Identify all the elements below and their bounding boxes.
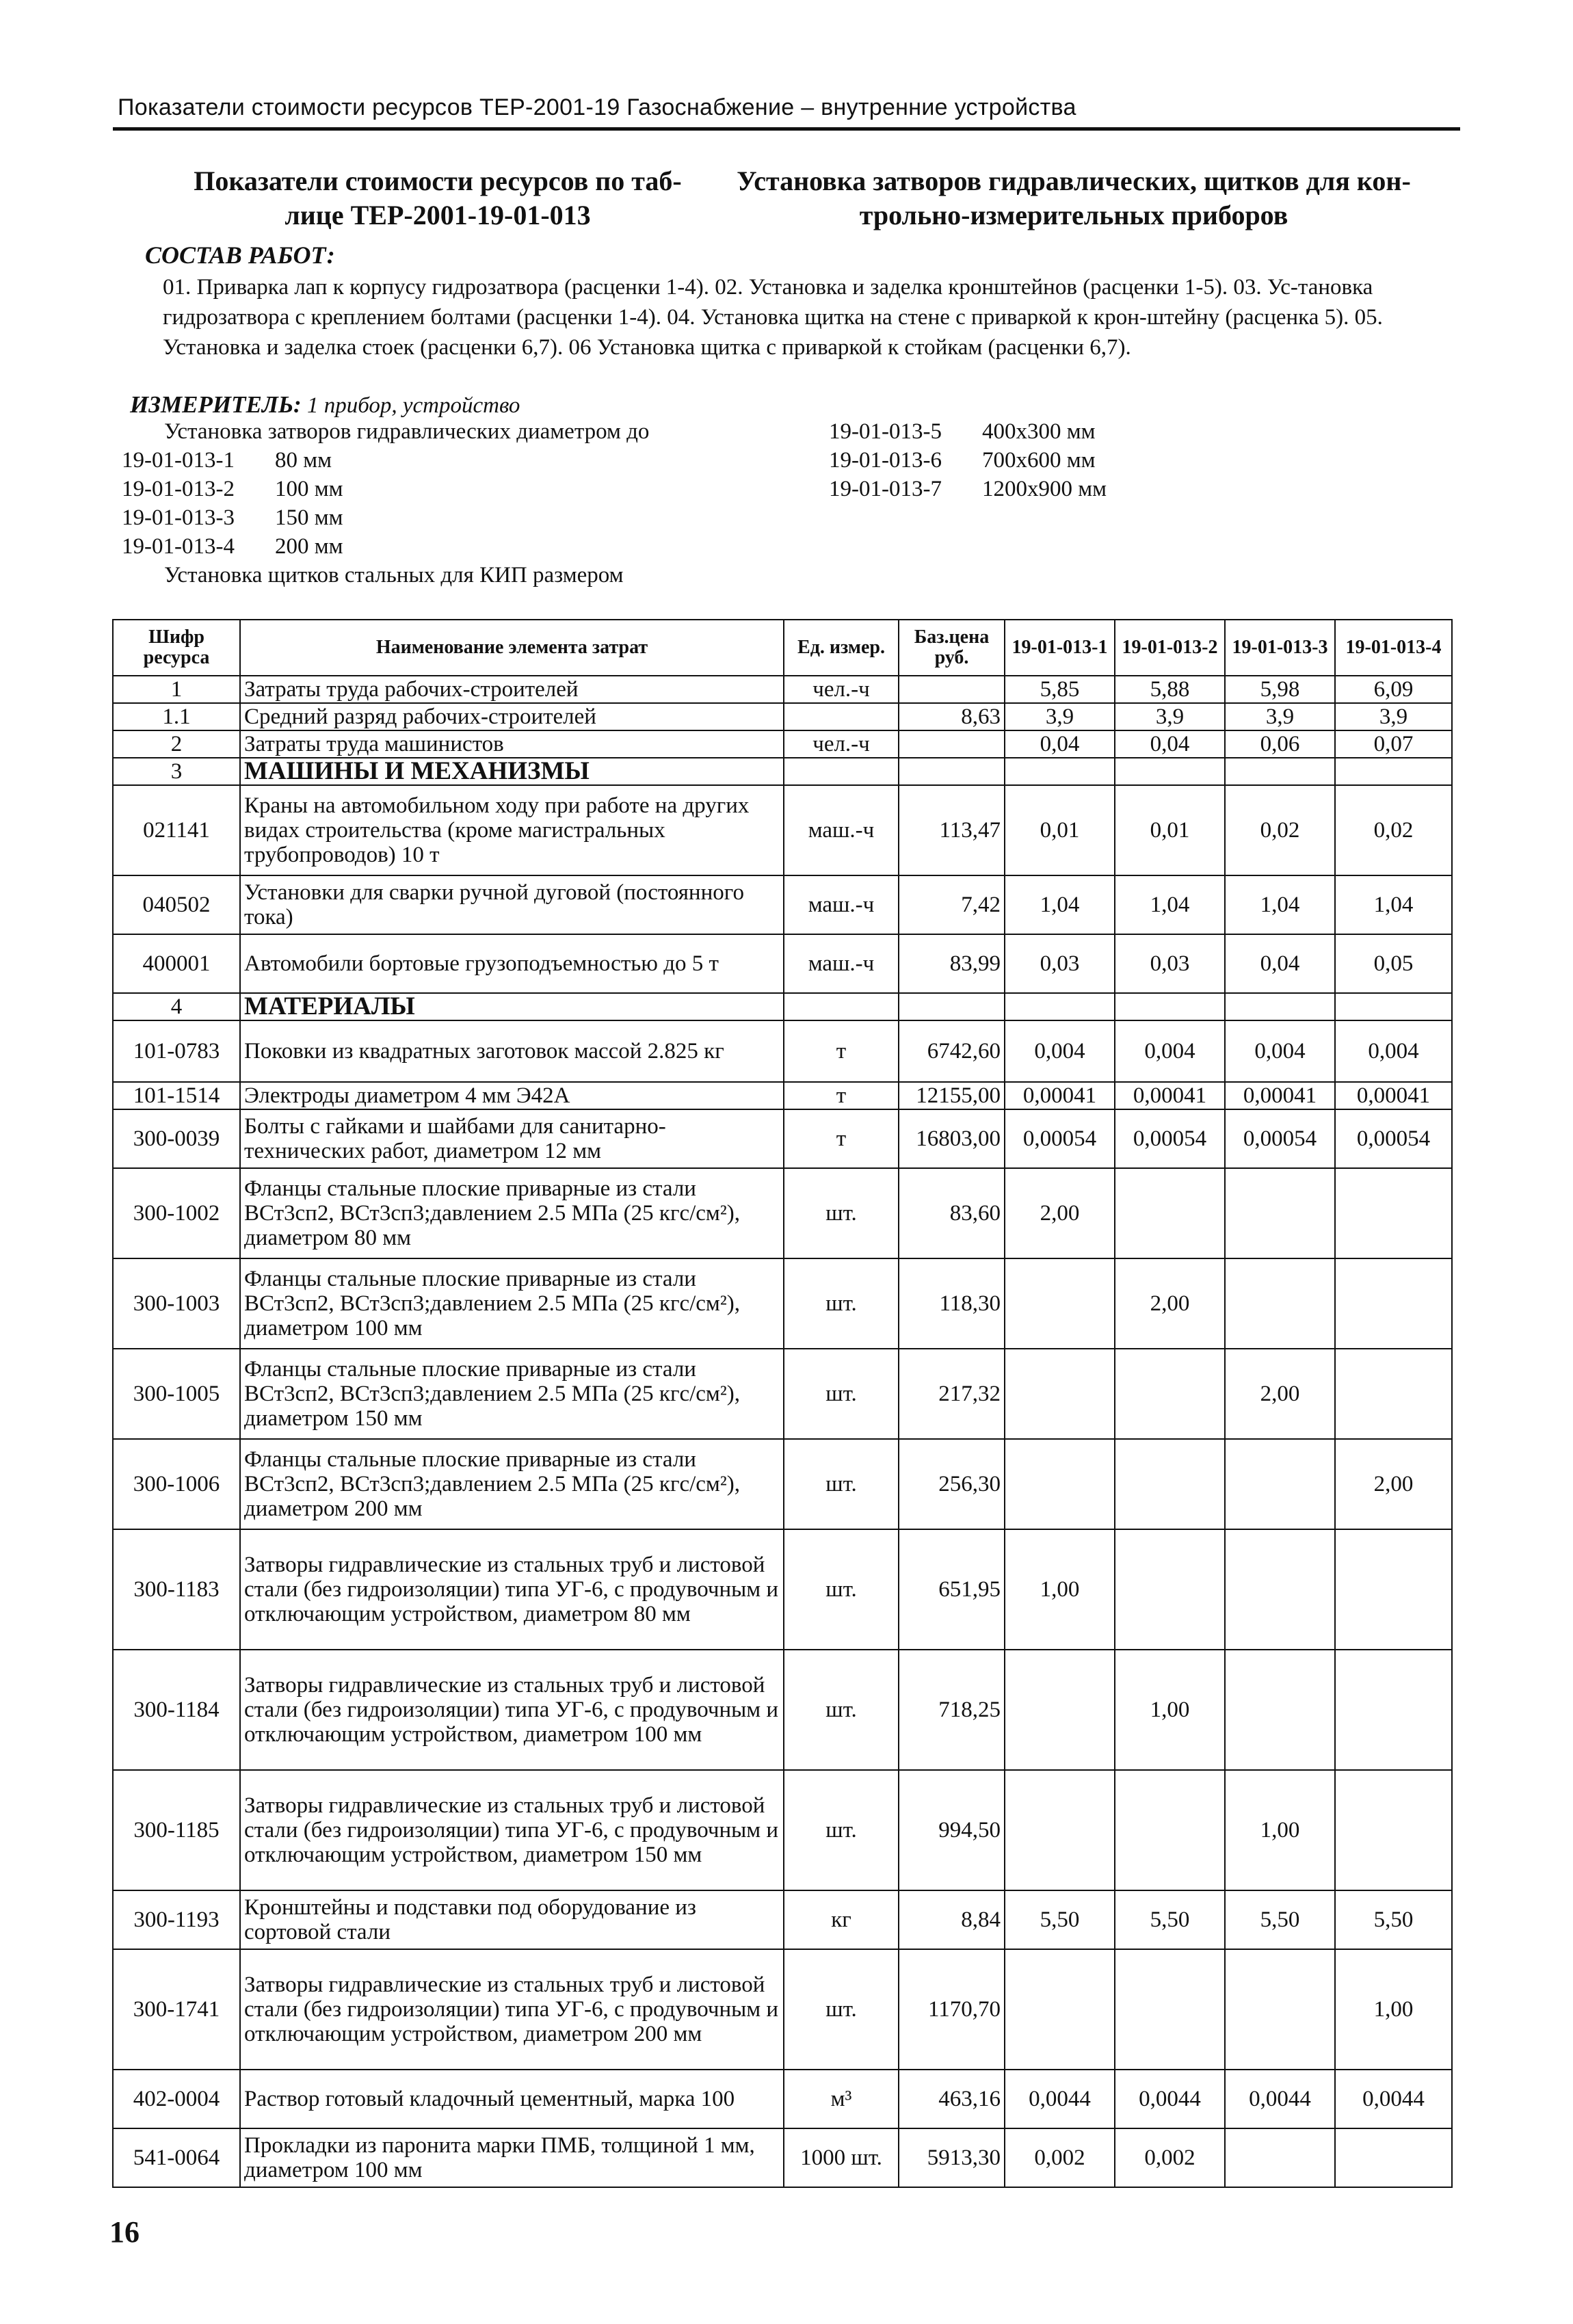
cell-price: 8,63 <box>899 703 1005 730</box>
title-left-line1: Показатели стоимости ресурсов по таб- <box>194 166 682 196</box>
cell-col2: 3,9 <box>1115 703 1225 730</box>
page-number: 16 <box>109 2215 140 2249</box>
cell-name: Фланцы стальные плоские приварные из стали ВСт3сп2, ВСт3сп3;давлением 2.5 МПа (25 кгс/см²), диаметром 100 мм <box>240 1258 784 1349</box>
cell-col4 <box>1335 1529 1452 1650</box>
cell-unit: шт. <box>784 1439 899 1529</box>
cell-code: 1 <box>113 676 240 703</box>
cell-col4: 0,02 <box>1335 785 1452 875</box>
cell-col3 <box>1225 1439 1335 1529</box>
cell-col4: 6,09 <box>1335 676 1452 703</box>
table-row <box>113 676 1452 703</box>
cell-col3: 3,9 <box>1225 703 1335 730</box>
cell-name: Затворы гидравлические из стальных труб и листовой стали (без гидроизоляции) типа УГ-6, с продувочным и отключающим устройством, диаметром 150 мм <box>240 1770 784 1890</box>
cell-col3: 0,02 <box>1225 785 1335 875</box>
title-right-line1: Установка затворов гидравлических, щитков для кон- <box>737 166 1411 196</box>
cell-code: 021141 <box>113 785 240 875</box>
code-line <box>829 475 1107 503</box>
cell-col2 <box>1115 1529 1225 1650</box>
section-row <box>113 758 1452 785</box>
cell-name: Средний разряд рабочих-строителей <box>240 703 784 730</box>
cell-price: 651,95 <box>899 1529 1005 1650</box>
cell-col2: 5,88 <box>1115 676 1225 703</box>
cell-unit: 1000 шт. <box>784 2128 899 2187</box>
table-header-row <box>113 620 1452 676</box>
cell-code: 4 <box>113 993 240 1020</box>
cell-price: 5913,30 <box>899 2128 1005 2187</box>
meter-value: 1 прибор, устройство <box>306 393 520 418</box>
cell-code: 541-0064 <box>113 2128 240 2187</box>
cell-col4: 5,50 <box>1335 1890 1452 1949</box>
cell-unit: м³ <box>784 2070 899 2128</box>
cell-name: Установки для сварки ручной дуговой (постоянного тока) <box>240 875 784 934</box>
table-row <box>113 785 1452 875</box>
cell-col2: 1,04 <box>1115 875 1225 934</box>
code-id: 19-01-013-4 <box>122 534 235 559</box>
cell-price: 1170,70 <box>899 1949 1005 2070</box>
cell-col1: 3,9 <box>1005 703 1115 730</box>
cell-col2: 0,002 <box>1115 2128 1225 2187</box>
header-name: Наименование элемента затрат <box>240 620 784 676</box>
cell-col3: 0,06 <box>1225 730 1335 758</box>
cell-col2: 0,01 <box>1115 785 1225 875</box>
cell-unit: т <box>784 1020 899 1082</box>
code-desc: 100 мм <box>275 477 343 501</box>
cell-unit: чел.-ч <box>784 676 899 703</box>
cell-code: 300-1741 <box>113 1949 240 2070</box>
cell-name: Фланцы стальные плоские приварные из стали ВСт3сп2, ВСт3сп3;давлением 2.5 МПа (25 кгс/см²), диаметром 200 мм <box>240 1439 784 1529</box>
cell-price: 83,60 <box>899 1168 1005 1258</box>
cell-col4: 3,9 <box>1335 703 1452 730</box>
table-row <box>113 1109 1452 1168</box>
cell-empty <box>1115 758 1225 785</box>
code-desc: 80 мм <box>275 448 332 473</box>
cell-price: 118,30 <box>899 1258 1005 1349</box>
cell-col4: 0,05 <box>1335 934 1452 993</box>
code-desc: 150 мм <box>275 505 343 530</box>
title-left <box>130 164 745 233</box>
cell-name: Болты с гайками и шайбами для санитарно-технических работ, диаметром 12 мм <box>240 1109 784 1168</box>
cell-col4: 1,00 <box>1335 1949 1452 2070</box>
codes-left <box>122 417 649 590</box>
cell-col4: 0,07 <box>1335 730 1452 758</box>
cell-col2: 0,00054 <box>1115 1109 1225 1168</box>
title-left-line2: лице ТЕР-2001-19-01-013 <box>285 200 591 230</box>
cell-col4: 2,00 <box>1335 1439 1452 1529</box>
cell-code: 300-1183 <box>113 1529 240 1650</box>
header-col1: 19-01-013-1 <box>1005 620 1115 676</box>
codes-right <box>829 417 1107 503</box>
cell-col3: 0,0044 <box>1225 2070 1335 2128</box>
cell-price: 994,50 <box>899 1770 1005 1890</box>
cell-col1: 0,01 <box>1005 785 1115 875</box>
cell-name: Кронштейны и подставки под оборудование из сортовой стали <box>240 1890 784 1949</box>
cell-col3 <box>1225 2128 1335 2187</box>
cell-name: Поковки из квадратных заготовок массой 2.825 кг <box>240 1020 784 1082</box>
cell-col3 <box>1225 1650 1335 1770</box>
cell-col3 <box>1225 1258 1335 1349</box>
cell-col2 <box>1115 1770 1225 1890</box>
cell-col4: 0,00054 <box>1335 1109 1452 1168</box>
cell-empty <box>1225 993 1335 1020</box>
cell-col1 <box>1005 1258 1115 1349</box>
cell-code: 300-1006 <box>113 1439 240 1529</box>
cell-price: 256,30 <box>899 1439 1005 1529</box>
cell-col1 <box>1005 1439 1115 1529</box>
running-header: Показатели стоимости ресурсов ТЕР-2001-19 Газоснабжение – внутренние устройства <box>118 94 1076 120</box>
section-row <box>113 993 1452 1020</box>
cell-col4: 0,00041 <box>1335 1082 1452 1109</box>
code-id: 19-01-013-7 <box>829 477 942 501</box>
cell-price <box>899 676 1005 703</box>
cell-unit: маш.-ч <box>784 785 899 875</box>
cell-code: 101-1514 <box>113 1082 240 1109</box>
table-row <box>113 1082 1452 1109</box>
table-row <box>113 703 1452 730</box>
cell-col2: 0,00041 <box>1115 1082 1225 1109</box>
cell-col2: 2,00 <box>1115 1258 1225 1349</box>
cell-code: 400001 <box>113 934 240 993</box>
table-row <box>113 1168 1452 1258</box>
table-row <box>113 1020 1452 1082</box>
cell-empty <box>899 758 1005 785</box>
cell-unit: чел.-ч <box>784 730 899 758</box>
cell-col2: 5,50 <box>1115 1890 1225 1949</box>
cell-unit: шт. <box>784 1949 899 2070</box>
cell-code: 101-0783 <box>113 1020 240 1082</box>
cell-name: МАТЕРИАЛЫ <box>240 993 784 1020</box>
cell-empty <box>784 993 899 1020</box>
cell-col3 <box>1225 1529 1335 1650</box>
resource-table <box>112 619 1453 2188</box>
header-col3: 19-01-013-3 <box>1225 620 1335 676</box>
table-row <box>113 1439 1452 1529</box>
cell-empty <box>1335 758 1452 785</box>
code-line <box>122 446 649 475</box>
cell-col1: 5,50 <box>1005 1890 1115 1949</box>
cell-col3: 1,00 <box>1225 1770 1335 1890</box>
cell-code: 300-1005 <box>113 1349 240 1439</box>
table-row <box>113 934 1452 993</box>
cell-col4 <box>1335 1168 1452 1258</box>
cell-empty <box>1005 758 1115 785</box>
code-line <box>122 503 649 532</box>
cell-col2: 0,004 <box>1115 1020 1225 1082</box>
cell-name: МАШИНЫ И МЕХАНИЗМЫ <box>240 758 784 785</box>
cell-col4 <box>1335 1258 1452 1349</box>
header-col2: 19-01-013-2 <box>1115 620 1225 676</box>
cell-unit: т <box>784 1109 899 1168</box>
table-row <box>113 1258 1452 1349</box>
cell-unit: кг <box>784 1890 899 1949</box>
cell-unit: т <box>784 1082 899 1109</box>
cell-empty <box>1335 993 1452 1020</box>
code-desc: 700х600 мм <box>982 448 1096 473</box>
cell-col2: 0,03 <box>1115 934 1225 993</box>
cell-col1: 2,00 <box>1005 1168 1115 1258</box>
cell-col1 <box>1005 1770 1115 1890</box>
code-id: 19-01-013-5 <box>829 419 942 444</box>
cell-col1: 0,004 <box>1005 1020 1115 1082</box>
code-id: 19-01-013-6 <box>829 448 942 473</box>
header-col4: 19-01-013-4 <box>1335 620 1452 676</box>
cell-col1 <box>1005 1349 1115 1439</box>
cell-col3 <box>1225 1949 1335 2070</box>
cell-col1: 0,03 <box>1005 934 1115 993</box>
cell-code: 2 <box>113 730 240 758</box>
code-line <box>122 532 649 561</box>
cell-col2 <box>1115 1168 1225 1258</box>
code-line <box>829 417 1107 446</box>
cell-unit: шт. <box>784 1168 899 1258</box>
meter <box>130 391 520 419</box>
cell-price: 83,99 <box>899 934 1005 993</box>
cell-col3: 2,00 <box>1225 1349 1335 1439</box>
cell-name: Прокладки из паронита марки ПМБ, толщиной 1 мм, диаметром 100 мм <box>240 2128 784 2187</box>
code-desc: 200 мм <box>275 534 343 559</box>
cell-code: 300-1003 <box>113 1258 240 1349</box>
works-heading: СОСТАВ РАБОТ: <box>145 241 335 269</box>
cell-col3 <box>1225 1168 1335 1258</box>
header-price: Баз.цена руб. <box>899 620 1005 676</box>
title-right-line2: трольно-измерительных приборов <box>859 200 1288 230</box>
cell-col2: 1,00 <box>1115 1650 1225 1770</box>
cell-name: Раствор готовый кладочный цементный, марка 100 <box>240 2070 784 2128</box>
cell-code: 1.1 <box>113 703 240 730</box>
cell-price: 16803,00 <box>899 1109 1005 1168</box>
cell-unit: шт. <box>784 1529 899 1650</box>
cell-price: 6742,60 <box>899 1020 1005 1082</box>
code-line <box>829 446 1107 475</box>
cell-col1 <box>1005 1650 1115 1770</box>
code-id: 19-01-013-3 <box>122 505 235 530</box>
cell-code: 300-1184 <box>113 1650 240 1770</box>
cell-col2: 0,04 <box>1115 730 1225 758</box>
table-row <box>113 2128 1452 2187</box>
cell-col2 <box>1115 1949 1225 2070</box>
cell-name: Затраты труда рабочих-строителей <box>240 676 784 703</box>
table-row <box>113 1349 1452 1439</box>
cell-name: Затворы гидравлические из стальных труб и листовой стали (без гидроизоляции) типа УГ-6, с продувочным и отключающим устройством, диаметром 80 мм <box>240 1529 784 1650</box>
cell-col4: 0,004 <box>1335 1020 1452 1082</box>
table-row <box>113 875 1452 934</box>
works-text: 01. Приварка лап к корпусу гидрозатвора (расценки 1-4). 02. Установка и заделка кронштейнов (расценки 1-5). 03. Ус-тановка гидрозатвора с креплением болтами (расценки 1-4). 04. Установка щитка на стене с приваркой к крон-штейну (расценка 5). 05. Установка и заделка стоек (расценки 6,7). 06 Установка щитка с приваркой к стойкам (расценки 6,7). <box>163 275 1383 360</box>
cell-unit: маш.-ч <box>784 875 899 934</box>
cell-name: Краны на автомобильном ходу при работе на других видах строительства (кроме магистральных трубопроводов) 10 т <box>240 785 784 875</box>
code-id: 19-01-013-1 <box>122 448 235 473</box>
cell-col3: 0,004 <box>1225 1020 1335 1082</box>
cell-name: Автомобили бортовые грузоподъемностью до 5 т <box>240 934 784 993</box>
cell-price: 217,32 <box>899 1349 1005 1439</box>
header-rule <box>113 127 1460 131</box>
cell-col4 <box>1335 1650 1452 1770</box>
cell-col1: 1,04 <box>1005 875 1115 934</box>
table-row <box>113 1650 1452 1770</box>
table-row <box>113 1949 1452 2070</box>
cell-empty <box>899 993 1005 1020</box>
cell-col1: 1,00 <box>1005 1529 1115 1650</box>
cell-unit: шт. <box>784 1258 899 1349</box>
cell-col4 <box>1335 1349 1452 1439</box>
table-body <box>113 676 1452 2187</box>
cell-col1 <box>1005 1949 1115 2070</box>
cell-unit <box>784 703 899 730</box>
table-row <box>113 1529 1452 1650</box>
cell-unit: маш.-ч <box>784 934 899 993</box>
cell-price: 463,16 <box>899 2070 1005 2128</box>
header-unit: Ед. измер. <box>784 620 899 676</box>
table-row <box>113 2070 1452 2128</box>
header-code: Шифр ресурса <box>113 620 240 676</box>
cell-name: Фланцы стальные плоские приварные из стали ВСт3сп2, ВСт3сп3;давлением 2.5 МПа (25 кгс/см²), диаметром 80 мм <box>240 1168 784 1258</box>
cell-price: 8,84 <box>899 1890 1005 1949</box>
cell-unit: шт. <box>784 1349 899 1439</box>
title-right <box>711 164 1436 233</box>
cell-col1: 0,0044 <box>1005 2070 1115 2128</box>
cell-col2 <box>1115 1349 1225 1439</box>
cell-col3: 0,04 <box>1225 934 1335 993</box>
cell-code: 300-1193 <box>113 1890 240 1949</box>
cell-col4: 1,04 <box>1335 875 1452 934</box>
cell-code: 402-0004 <box>113 2070 240 2128</box>
codes-left-outro: Установка щитков стальных для КИП размером <box>164 563 624 587</box>
cell-empty <box>784 758 899 785</box>
table-row <box>113 730 1452 758</box>
cell-col1: 0,00054 <box>1005 1109 1115 1168</box>
cell-code: 300-1002 <box>113 1168 240 1258</box>
cell-code: 3 <box>113 758 240 785</box>
cell-col1: 0,04 <box>1005 730 1115 758</box>
cell-code: 300-0039 <box>113 1109 240 1168</box>
cell-empty <box>1005 993 1115 1020</box>
cell-col3: 5,50 <box>1225 1890 1335 1949</box>
code-desc: 1200х900 мм <box>982 477 1107 501</box>
cell-empty <box>1115 993 1225 1020</box>
cell-col1: 0,002 <box>1005 2128 1115 2187</box>
cell-col3: 5,98 <box>1225 676 1335 703</box>
cell-col4 <box>1335 1770 1452 1890</box>
cell-price: 113,47 <box>899 785 1005 875</box>
cell-col3: 1,04 <box>1225 875 1335 934</box>
cell-col1: 0,00041 <box>1005 1082 1115 1109</box>
cell-code: 300-1185 <box>113 1770 240 1890</box>
codes-left-intro: Установка затворов гидравлических диаметром до <box>164 419 650 444</box>
cell-unit: шт. <box>784 1650 899 1770</box>
cell-name: Затворы гидравлические из стальных труб и листовой стали (без гидроизоляции) типа УГ-6, с продувочным и отключающим устройством, диаметром 100 мм <box>240 1650 784 1770</box>
cell-price: 718,25 <box>899 1650 1005 1770</box>
table-row <box>113 1770 1452 1890</box>
cell-price: 7,42 <box>899 875 1005 934</box>
cell-col4: 0,0044 <box>1335 2070 1452 2128</box>
cell-name: Электроды диаметром 4 мм Э42А <box>240 1082 784 1109</box>
cell-name: Фланцы стальные плоские приварные из стали ВСт3сп2, ВСт3сп3;давлением 2.5 МПа (25 кгс/см²), диаметром 150 мм <box>240 1349 784 1439</box>
code-line <box>122 475 649 503</box>
code-desc: 400х300 мм <box>982 419 1096 444</box>
cell-col4 <box>1335 2128 1452 2187</box>
table-row <box>113 1890 1452 1949</box>
meter-label: ИЗМЕРИТЕЛЬ: <box>130 391 302 418</box>
cell-unit: шт. <box>784 1770 899 1890</box>
cell-price: 12155,00 <box>899 1082 1005 1109</box>
cell-name: Затворы гидравлические из стальных труб и листовой стали (без гидроизоляции) типа УГ-6, с продувочным и отключающим устройством, диаметром 200 мм <box>240 1949 784 2070</box>
cell-name: Затраты труда машинистов <box>240 730 784 758</box>
cell-empty <box>1225 758 1335 785</box>
code-id: 19-01-013-2 <box>122 477 235 501</box>
cell-col2: 0,0044 <box>1115 2070 1225 2128</box>
cell-col3: 0,00054 <box>1225 1109 1335 1168</box>
cell-col2 <box>1115 1439 1225 1529</box>
cell-col3: 0,00041 <box>1225 1082 1335 1109</box>
cell-price <box>899 730 1005 758</box>
cell-code: 040502 <box>113 875 240 934</box>
cell-col1: 5,85 <box>1005 676 1115 703</box>
